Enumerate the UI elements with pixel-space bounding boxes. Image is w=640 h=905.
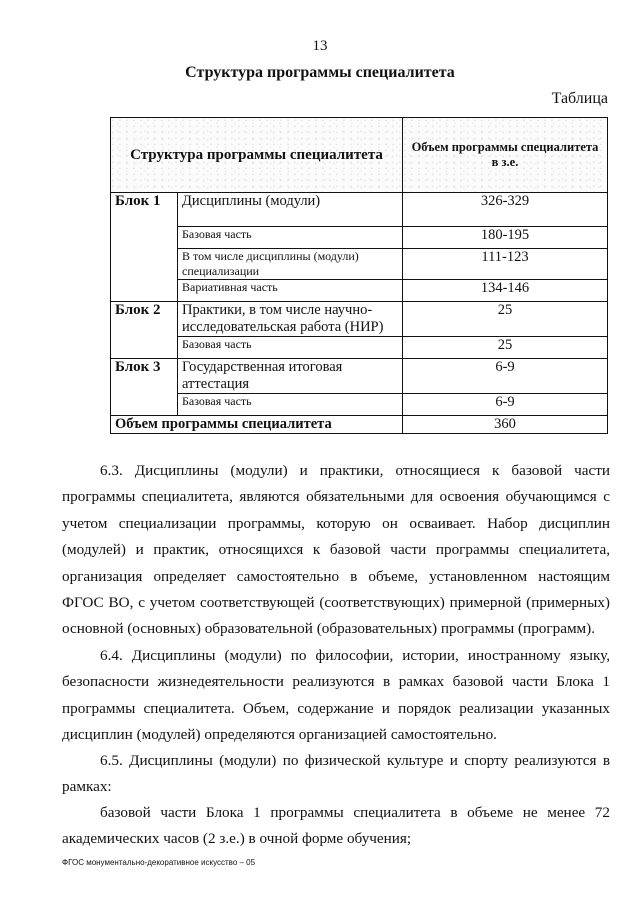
row-value: 25 (403, 302, 608, 337)
table-label: Таблица (551, 90, 608, 107)
program-structure-table (110, 117, 608, 434)
row-value: 25 (403, 337, 608, 359)
page-number: 13 (312, 38, 328, 54)
block-name: Блок 2 (111, 302, 178, 359)
row-label: Вариативная часть (178, 280, 403, 302)
row-label: Базовая часть (178, 394, 403, 416)
table-row (111, 302, 608, 337)
table-row (111, 280, 608, 302)
table-row (111, 227, 608, 249)
row-value: 180-195 (403, 227, 608, 249)
header-volume: Объем программы специалитета в з.е. (403, 118, 608, 193)
block-name: Блок 3 (111, 359, 178, 416)
row-label: Дисциплины (модули) (178, 193, 403, 227)
row-value: 6-9 (403, 394, 608, 416)
row-value: 6-9 (403, 359, 608, 394)
row-label: Государственная итоговая аттестация (178, 359, 403, 394)
table-row (111, 359, 608, 394)
row-label: Практики, в том числе научно-исследовательская работа (НИР) (178, 302, 403, 337)
header-structure: Структура программы специалитета (111, 118, 403, 193)
paragraph-6-5: 6.5. Дисциплины (модули) по физической культуре и спорту реализуются в рамках: (62, 752, 610, 796)
total-row (111, 416, 608, 434)
row-value: 326-329 (403, 193, 608, 227)
row-label: Базовая часть (178, 337, 403, 359)
block-name: Блок 1 (111, 193, 178, 302)
row-value: 111-123 (403, 249, 608, 280)
paragraph-base-part: базовой части Блока 1 программы специалитета в объеме не менее 72 академических часов (2 з.е.) в очной форме обучения; (62, 804, 610, 848)
table-row (111, 394, 608, 416)
row-value: 134-146 (403, 280, 608, 302)
total-value: 360 (403, 416, 608, 434)
table-body (111, 193, 608, 434)
document-title: Структура программы специалитета (185, 64, 455, 81)
footer-note: ФГОС монументально-декоративное искусство – 05 (62, 858, 256, 867)
paragraph-6-4: 6.4. Дисциплины (модули) по философии, истории, иностранному языку, безопасности жизнедеятельности реализуются в рамках базовой части Блока 1 программы специалитета. Объем, содержание и порядок реализации указанных дисциплин (модулей) определяются организацией самостоятельно. (62, 647, 610, 744)
paragraph-6-3: 6.3. Дисциплины (модули) и практики, относящиеся к базовой части программы специалитета, являются обязательными для освоения обучающимся с учетом специализации программы, которую он осваивает. Набор дисциплин (модулей) и практик, относящихся к базовой части программы специалитета, организация определяет самостоятельно в объеме, установленном настоящим ФГОС ВО, с учетом соответствующей (соответствующих) примерной (примерных) основной (основных) образовательной (образовательных) программы (программ). (62, 462, 610, 638)
table-row (111, 249, 608, 280)
row-label: В том числе дисциплины (модули) специализации (178, 249, 403, 280)
row-label: Базовая часть (178, 227, 403, 249)
table-row (111, 193, 608, 227)
table-header-row (111, 118, 608, 193)
table-row (111, 337, 608, 359)
total-label: Объем программы специалитета (111, 416, 403, 434)
